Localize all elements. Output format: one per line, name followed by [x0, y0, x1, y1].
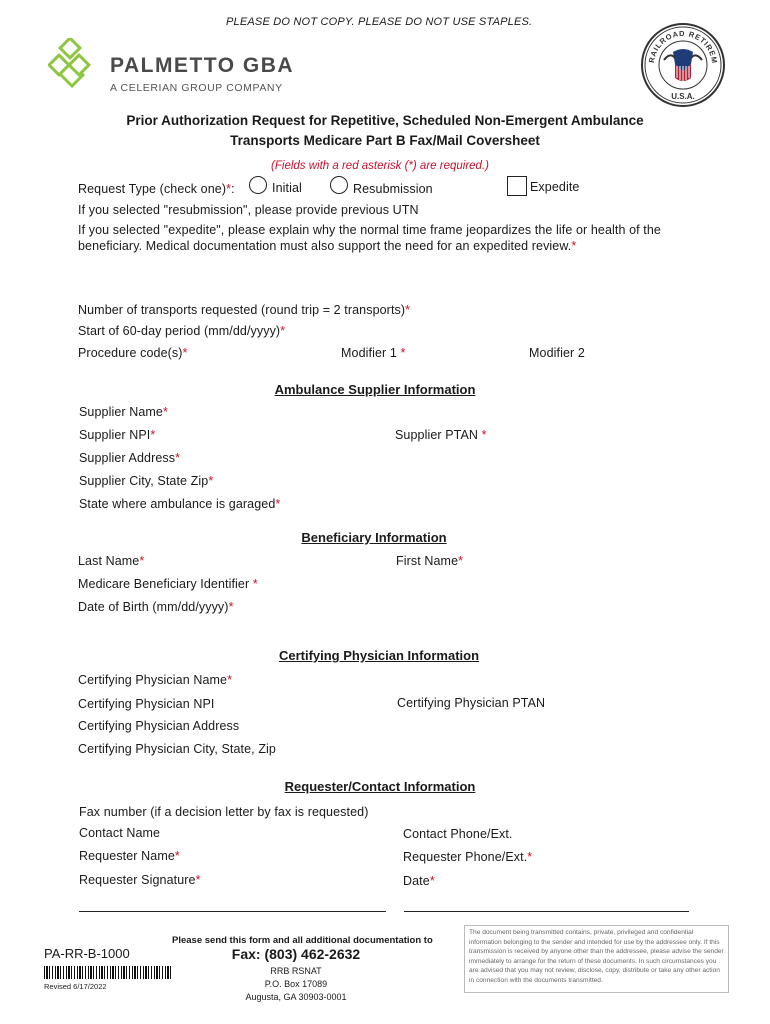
physician-address-label: Certifying Physician Address — [78, 719, 240, 733]
top-notice: PLEASE DO NOT COPY. PLEASE DO NOT USE STAPLES. — [226, 16, 533, 28]
first-name-label: First Name* — [396, 554, 464, 568]
physician-ptan-label: Certifying Physician PTAN — [397, 696, 546, 710]
mail-address-line3: Augusta, GA 30903-0001 — [245, 992, 347, 1002]
svg-text:RAILROAD RETIREMENT BOARD: RAILROAD RETIREM — [646, 28, 720, 65]
revised-date: Revised 6/17/2022 — [44, 982, 107, 991]
physician-npi-label: Certifying Physician NPI — [78, 697, 215, 711]
option-initial-label: Initial — [272, 181, 302, 195]
date-line[interactable] — [404, 911, 689, 912]
request-type-label: Request Type (check one)*: — [78, 182, 235, 196]
seal-icon — [640, 22, 726, 108]
logo-tagline: A CELERIAN GROUP COMPANY — [110, 82, 283, 94]
form-title-line2: Transports Medicare Part B Fax/Mail Coversheet — [230, 133, 540, 148]
start-period-label: Start of 60-day period (mm/dd/yyyy)* — [78, 324, 286, 338]
supplier-section-heading: Ambulance Supplier Information — [274, 382, 476, 397]
radio-resubmission[interactable] — [330, 176, 348, 194]
palmetto-logo — [48, 38, 308, 98]
supplier-garaged-label: State where ambulance is garaged* — [79, 497, 281, 511]
confidentiality-notice: The document being transmitted contains, private, privileged and confidential information belonging to the sender and intended for use by the addressee only. If this transmission is received by anyone other than the addressee, please advise the sender immediately to arrange for the return of these documents. In such circumstances you are advised that you may not review, disclose, copy, distribute or take any other action in connection with the documents transmitted. — [464, 925, 729, 993]
fax-number: Fax: (803) 462-2632 — [231, 946, 361, 962]
form-id: PA-RR-B-1000 — [44, 946, 130, 961]
procedure-codes-label: Procedure code(s)* — [78, 346, 188, 360]
signature-line[interactable] — [79, 911, 386, 912]
form-title-line1: Prior Authorization Request for Repetitive, Scheduled Non-Emergent Ambulance — [126, 113, 644, 128]
expedite-explain-line1: If you selected "expedite", please explain why the normal time frame jeopardizes the life or health of the — [78, 223, 661, 237]
mail-address-line1: RRB RSNAT — [270, 966, 322, 976]
last-name-label: Last Name* — [78, 554, 145, 568]
modifier1-label: Modifier 1 * — [341, 346, 406, 360]
option-resubmission-label: Resubmission — [353, 182, 433, 196]
requester-name-label: Requester Name* — [79, 849, 180, 863]
contact-phone-label: Contact Phone/Ext. — [403, 827, 513, 841]
supplier-address-label: Supplier Address* — [79, 451, 181, 465]
physician-name-label: Certifying Physician Name* — [78, 673, 233, 687]
beneficiary-section-heading: Beneficiary Information — [301, 530, 447, 545]
physician-section-heading: Certifying Physician Information — [278, 648, 480, 663]
supplier-ptan-label: Supplier PTAN * — [395, 428, 487, 442]
radio-initial[interactable] — [249, 176, 267, 194]
required-note: (Fields with a red asterisk (*) are required.) — [271, 160, 489, 172]
palmetto-logo-icon — [48, 38, 100, 90]
requester-phone-label: Requester Phone/Ext.* — [403, 850, 533, 864]
modifier2-label: Modifier 2 — [529, 346, 585, 360]
dob-label: Date of Birth (mm/dd/yyyy)* — [78, 600, 234, 614]
supplier-name-label: Supplier Name* — [79, 405, 168, 419]
physician-city-label: Certifying Physician City, State, Zip — [78, 742, 276, 756]
signature-label: Requester Signature* — [79, 873, 201, 887]
svg-text:U.S.A.: U.S.A. — [671, 92, 695, 101]
send-instruction: Please send this form and all additional documentation to — [172, 935, 433, 946]
mbi-label: Medicare Beneficiary Identifier * — [78, 577, 258, 591]
rrb-seal — [640, 22, 726, 108]
date-label: Date* — [403, 874, 435, 888]
requester-section-heading: Requester/Contact Information — [284, 779, 476, 794]
mail-address-line2: P.O. Box 17089 — [264, 979, 328, 989]
supplier-city-label: Supplier City, State Zip* — [79, 474, 214, 488]
logo-name: PALMETTO GBA — [110, 54, 295, 77]
checkbox-expedite[interactable] — [507, 176, 527, 196]
option-expedite-label: Expedite — [530, 180, 580, 194]
resubmission-utn-label: If you selected "resubmission", please provide previous UTN — [78, 203, 419, 217]
supplier-npi-label: Supplier NPI* — [79, 428, 156, 442]
num-transports-label: Number of transports requested (round trip = 2 transports)* — [78, 303, 411, 317]
expedite-explain-line2: beneficiary. Medical documentation must also support the need for an expedited review.* — [78, 239, 577, 253]
fax-number-label: Fax number (if a decision letter by fax is requested) — [79, 805, 369, 819]
contact-name-label: Contact Name — [79, 826, 161, 840]
